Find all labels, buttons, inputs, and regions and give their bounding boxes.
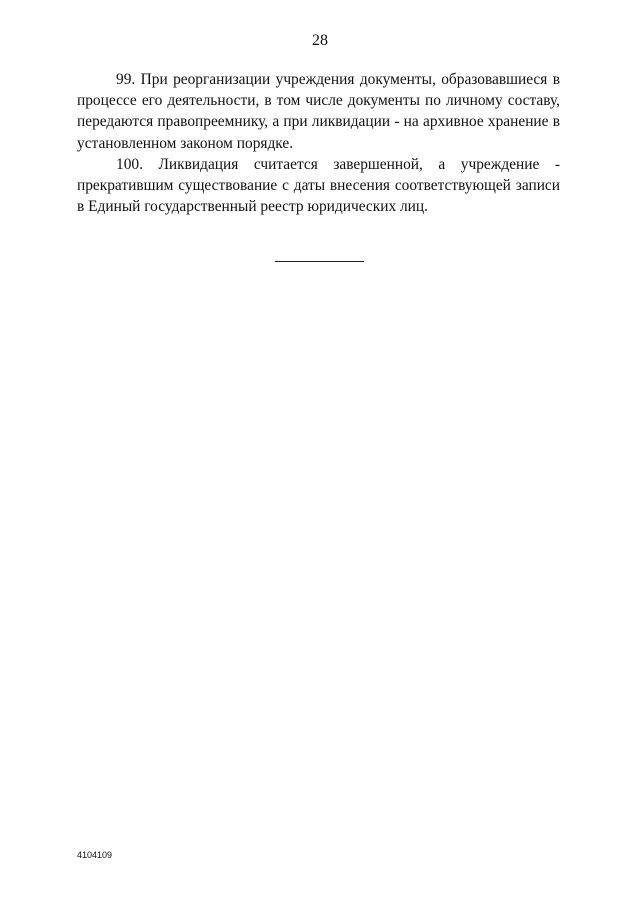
end-of-document-rule bbox=[275, 261, 364, 262]
paragraph-100: 100. Ликвидация считается завершенной, а учреждение - прекратившим существование с даты внесения соответствующей записи в Единый государственный реестр юридических лиц. bbox=[77, 155, 560, 216]
document-code: 4104109 bbox=[77, 850, 113, 860]
document-body bbox=[77, 69, 560, 217]
page-number: 28 bbox=[312, 32, 328, 49]
paragraph-99: 99. При реорганизации учреждения документы, образовавшиеся в процессе его деятельности, в том числе документы по личному составу, передаются правопреемнику, а при ликвидации - на архивное хранение в установленном законом порядке. bbox=[77, 71, 560, 152]
